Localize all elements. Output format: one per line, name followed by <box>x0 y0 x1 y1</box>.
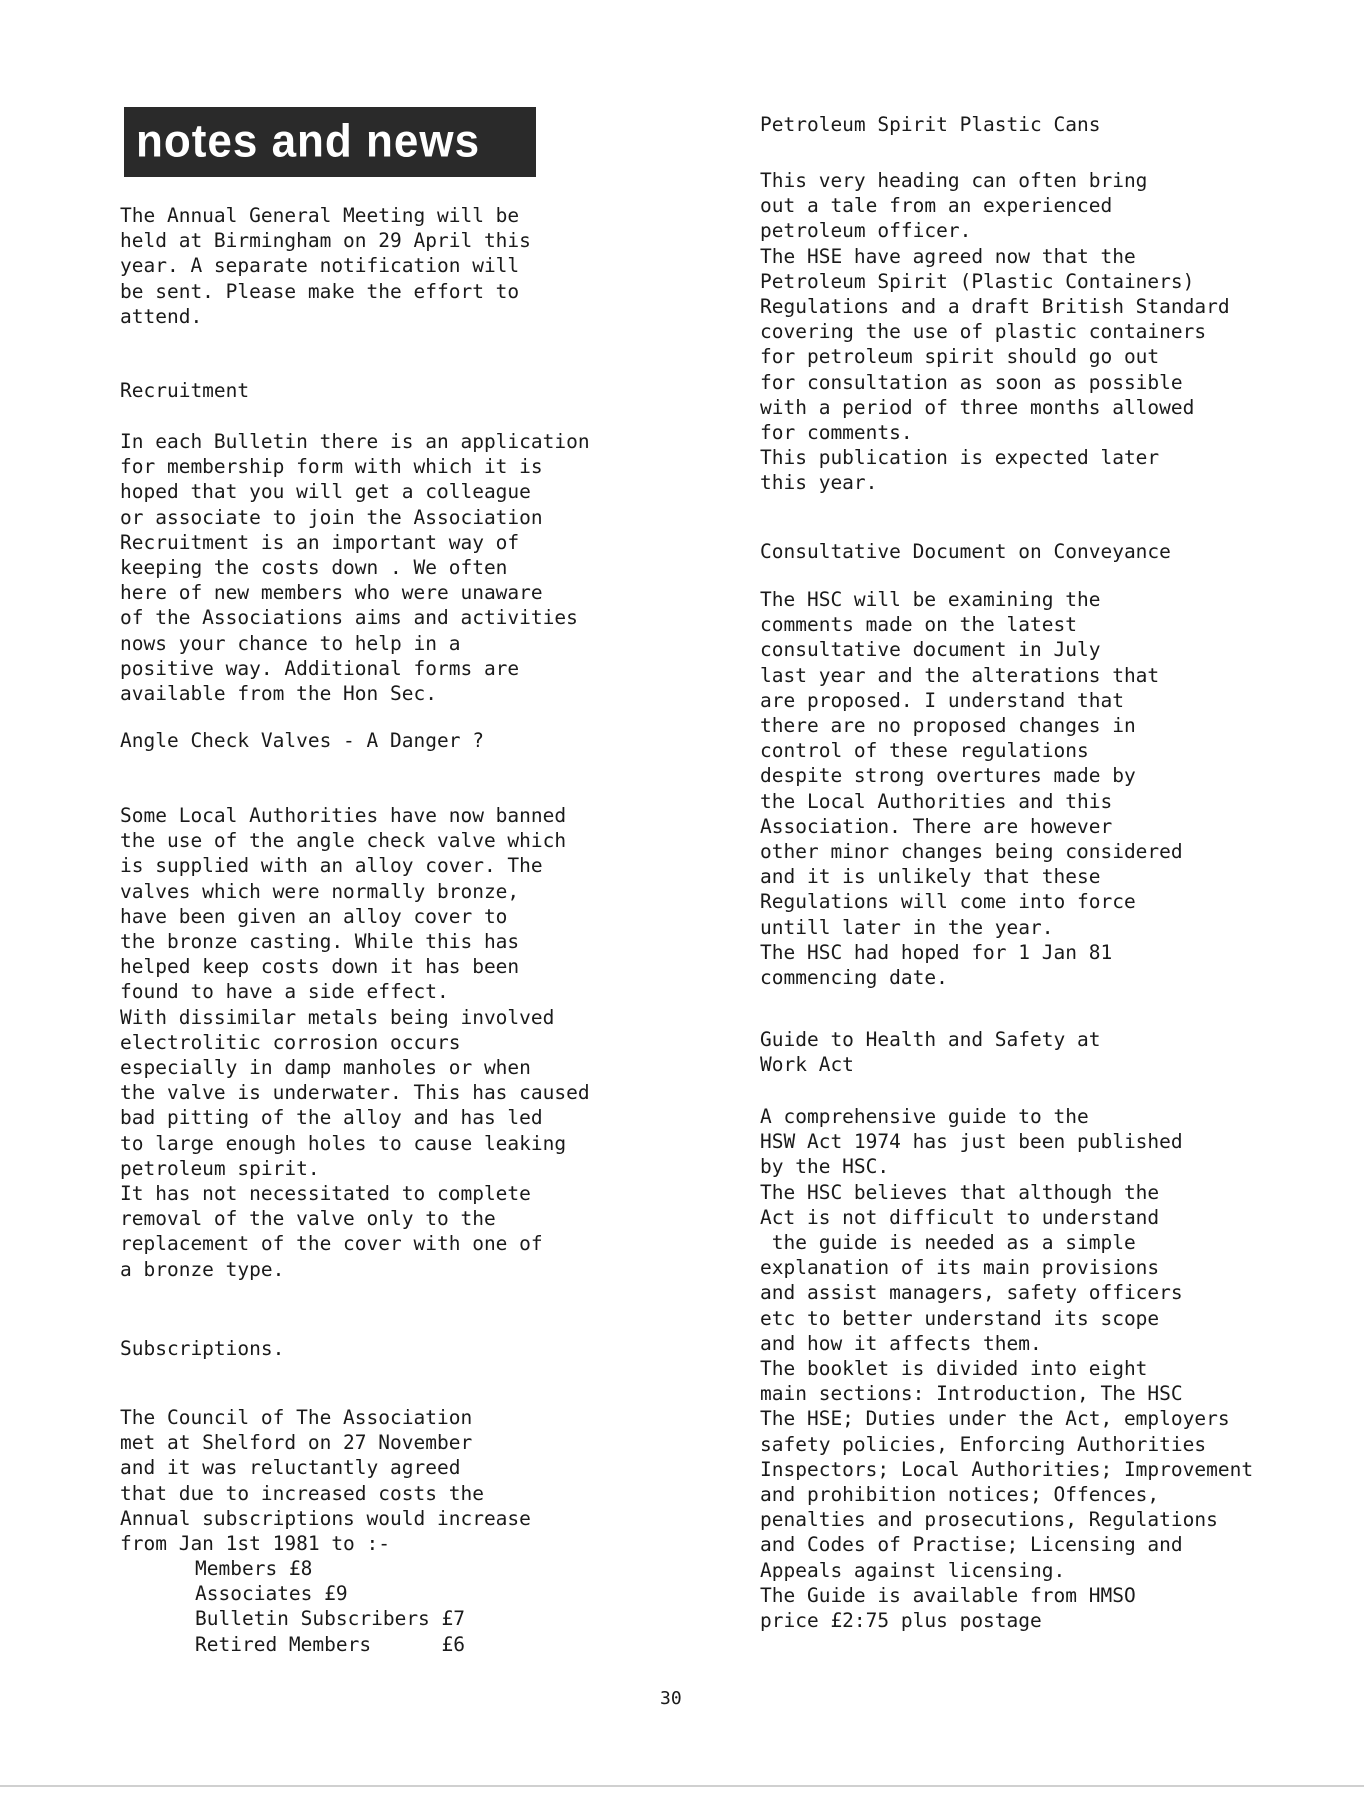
text-line: Act is not difficult to understand <box>760 1205 1160 1229</box>
text-line: The HSC will be examining the <box>760 588 1101 611</box>
text-line: The HSC believes that although the <box>760 1180 1160 1204</box>
text-line: of the Associations aims and activities <box>120 606 578 630</box>
angle-valves-paragraph <box>120 803 660 1282</box>
text-line: safety policies, Enforcing Authorities <box>760 1432 1207 1456</box>
recruitment-paragraph <box>120 429 660 706</box>
hsw-guide-heading <box>760 1027 1320 1077</box>
text-line: control of these regulations <box>760 739 1089 763</box>
text-line: nows your chance to help in a <box>120 631 461 655</box>
text-line: Regulations and a draft British Standard <box>760 295 1230 319</box>
text-line: Appeals against licensing. <box>760 1558 1066 1582</box>
text-line: for membership form with which it is <box>120 455 543 479</box>
text-line: from Jan 1st 1981 to :- <box>120 1532 391 1556</box>
recruitment-heading: Recruitment <box>120 379 250 402</box>
text-line: The booklet is divided into eight <box>760 1357 1148 1381</box>
text-line: It has not necessitated to complete <box>120 1182 531 1206</box>
text-line: electrolitic corrosion occurs <box>120 1030 461 1054</box>
subscription-rates <box>120 1556 735 1657</box>
text-line: and Codes of Practise; Licensing and <box>760 1533 1183 1557</box>
text-line: The HSE; Duties under the Act, employers <box>760 1407 1230 1431</box>
text-line: explanation of its main provisions <box>760 1256 1160 1280</box>
text-line: especially in damp manholes or when <box>120 1056 531 1080</box>
text-line: out a tale from an experienced <box>760 194 1113 218</box>
text-line: be sent. Please make the effort to <box>120 279 520 303</box>
section-banner <box>124 107 536 177</box>
agm-paragraph <box>120 203 660 329</box>
text-line: and it is unlikely that these <box>760 865 1101 889</box>
text-line: Petroleum Spirit (Plastic Containers) <box>760 269 1195 293</box>
text-line: positive way. Additional forms are <box>120 656 520 680</box>
text-line: Regulations will come into force <box>760 890 1136 914</box>
text-line: and assist managers, safety officers <box>760 1281 1183 1305</box>
text-line: Members £8 <box>195 1557 313 1580</box>
text-line: met at Shelford on 27 November <box>120 1431 473 1455</box>
text-line: for comments. <box>760 421 913 445</box>
text-line: there are no proposed changes in <box>760 714 1136 738</box>
text-line: Recruitment is an important way of <box>120 530 520 554</box>
petrol-cans-heading: Petroleum Spirit Plastic Cans <box>760 113 1101 136</box>
text-line: etc to better understand its scope <box>760 1306 1160 1330</box>
text-line: covering the use of plastic containers <box>760 320 1207 344</box>
angle-valves-heading: Angle Check Valves - A Danger ? <box>120 729 484 752</box>
text-line: comments made on the latest <box>760 613 1077 637</box>
text-line: Association. There are however <box>760 814 1113 838</box>
page-number: 30 <box>660 1688 682 1709</box>
text-line: The Annual General Meeting will be <box>120 204 520 227</box>
text-line: helped keep costs down it has been <box>120 955 520 979</box>
text-line: The HSC had hoped for 1 Jan 81 <box>760 940 1113 964</box>
text-line: last year and the alterations that <box>760 663 1160 687</box>
text-line: other minor changes being considered <box>760 840 1183 864</box>
banner-title: notes and news <box>136 115 481 168</box>
text-line: available from the Hon Sec. <box>120 682 437 706</box>
text-line: main sections: Introduction, The HSC <box>760 1382 1183 1406</box>
text-line: penalties and prosecutions, Regulations <box>760 1508 1218 1532</box>
text-line: hoped that you will get a colleague <box>120 480 531 504</box>
text-line: are proposed. I understand that <box>760 688 1124 712</box>
text-line: In each Bulletin there is an application <box>120 430 590 453</box>
text-line: Some Local Authorities have now banned <box>120 804 567 827</box>
text-line: is supplied with an alloy cover. The <box>120 854 543 878</box>
text-line: This publication is expected later <box>760 446 1160 470</box>
text-line: and prohibition notices; Offences, <box>760 1483 1160 1507</box>
text-line: keeping the costs down . We often <box>120 556 508 580</box>
text-line: the valve is underwater. This has caused <box>120 1081 590 1105</box>
text-line: valves which were normally bronze, <box>120 879 520 903</box>
text-line: Guide to Health and Safety at <box>760 1028 1101 1051</box>
text-line: petroleum spirit. <box>120 1156 320 1180</box>
conveyance-heading: Consultative Document on Conveyance <box>760 540 1171 563</box>
text-line: the guide is needed as a simple <box>760 1231 1136 1255</box>
text-line: The Council of The Association <box>120 1406 473 1429</box>
text-line: despite strong overtures made by <box>760 764 1136 788</box>
text-line: with a period of three months allowed <box>760 395 1195 419</box>
text-line: attend. <box>120 304 203 328</box>
text-line: This very heading can often bring <box>760 169 1148 192</box>
text-line: The Guide is available from HMSO <box>760 1583 1136 1607</box>
text-line: The HSE have agreed now that the <box>760 244 1136 268</box>
text-line: bad pitting of the alloy and has led <box>120 1106 543 1130</box>
text-line: Inspectors; Local Authorities; Improvement <box>760 1457 1254 1481</box>
text-line: Retired Members £6 <box>195 1632 466 1656</box>
text-line: consultative document in July <box>760 638 1101 662</box>
text-line: commencing date. <box>760 966 948 990</box>
petrol-cans-paragraph <box>760 168 1320 496</box>
text-line: a bronze type. <box>120 1257 285 1281</box>
text-line: the bronze casting. While this has <box>120 930 520 954</box>
text-line: to large enough holes to cause leaking <box>120 1131 567 1155</box>
subscriptions-paragraph <box>120 1405 660 1556</box>
text-line: and how it affects them. <box>760 1331 1042 1355</box>
text-line: for petroleum spirit should go out <box>760 345 1160 369</box>
text-line: year. A separate notification will <box>120 254 520 278</box>
text-line: HSW Act 1974 has just been published <box>760 1130 1183 1154</box>
text-line: or associate to join the Association <box>120 505 543 529</box>
text-line: Annual subscriptions would increase <box>120 1506 531 1530</box>
text-line: the Local Authorities and this <box>760 789 1113 813</box>
text-line: held at Birmingham on 29 April this <box>120 229 531 253</box>
text-line: removal of the valve only to the <box>120 1207 496 1231</box>
text-line: A comprehensive guide to the <box>760 1105 1089 1128</box>
text-line: price £2:75 plus postage <box>760 1609 1042 1633</box>
bottom-edge <box>0 1785 1364 1787</box>
text-line: and it was reluctantly agreed <box>120 1456 461 1480</box>
text-line: untill later in the year. <box>760 915 1054 939</box>
text-line: replacement of the cover with one of <box>120 1232 543 1256</box>
text-line: Associates £9 <box>195 1582 348 1606</box>
subscriptions-heading: Subscriptions. <box>120 1337 285 1360</box>
text-line: have been given an alloy cover to <box>120 904 508 928</box>
text-line: by the HSC. <box>760 1155 890 1179</box>
text-line: With dissimilar metals being involved <box>120 1005 555 1029</box>
text-line: this year. <box>760 471 878 495</box>
text-line: for consultation as soon as possible <box>760 370 1183 394</box>
text-line: the use of the angle check valve which <box>120 829 567 853</box>
text-line: petroleum officer. <box>760 219 972 243</box>
text-line: that due to increased costs the <box>120 1481 484 1505</box>
text-line: here of new members who were unaware <box>120 581 543 605</box>
text-line: found to have a side effect. <box>120 980 449 1004</box>
hsw-guide-paragraph <box>760 1104 1320 1633</box>
text-line: Bulletin Subscribers £7 <box>195 1607 466 1631</box>
conveyance-paragraph <box>760 587 1320 990</box>
text-line: Work Act <box>760 1053 854 1077</box>
